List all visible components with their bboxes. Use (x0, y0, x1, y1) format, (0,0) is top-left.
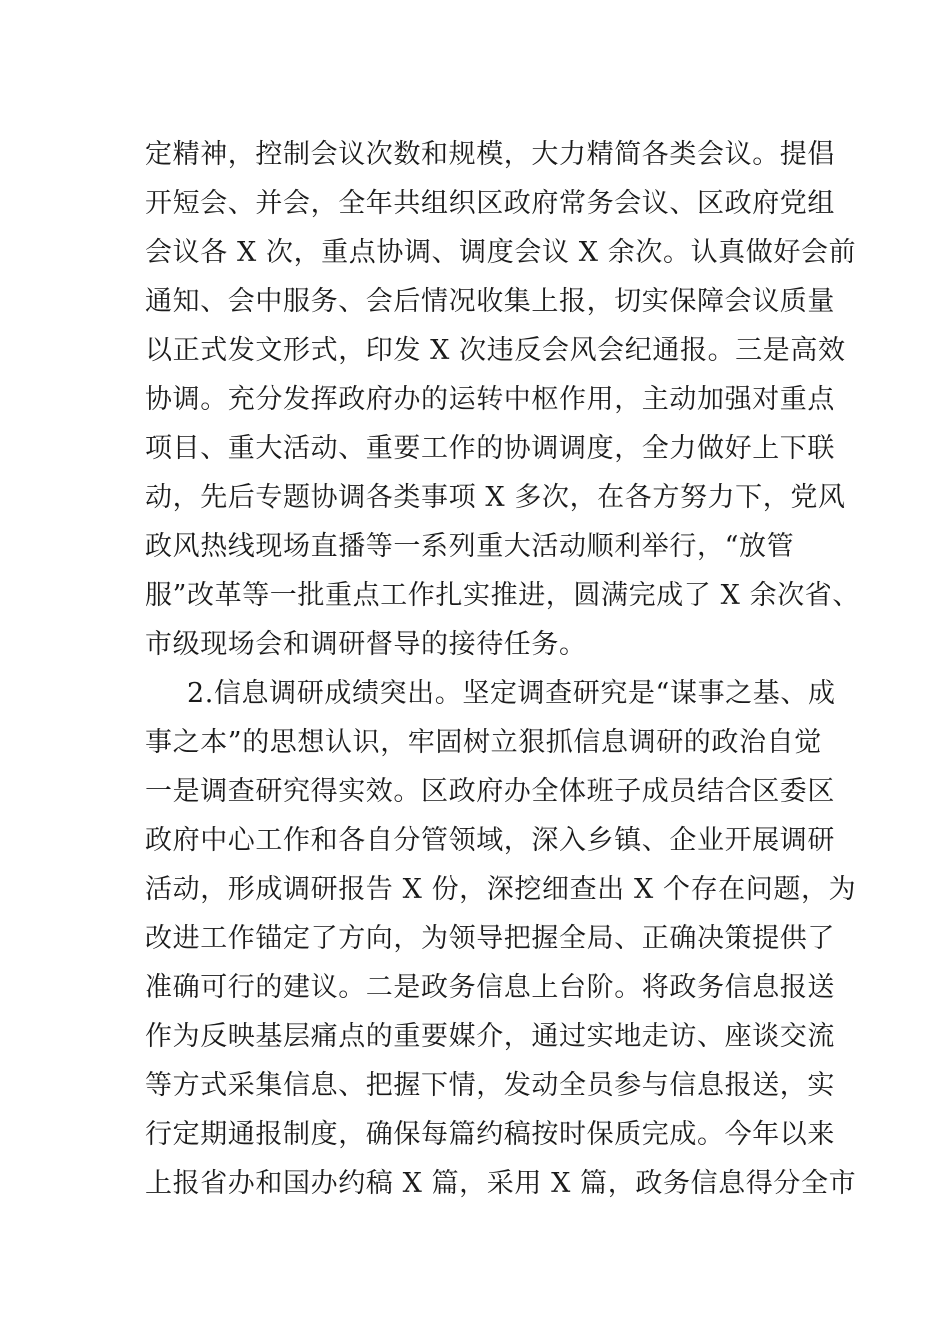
text-line: 会议各 X 次，重点协调、调度会议 X 余次。认真做好会前 (145, 237, 857, 268)
text-line: 政风热线现场直播等一系列重大活动顺利举行，“放管 (145, 531, 795, 562)
text-line: 上报省办和国办约稿 X 篇，采用 X 篇，政务信息得分全市 (145, 1168, 857, 1199)
paragraph-information-research (145, 669, 857, 1208)
text-line: 等方式采集信息、把握下情，发动全员参与信息报送，实 (145, 1070, 835, 1101)
text-line: 事之本”的思想认识，牢固树立狠抓信息调研的政治自觉 (145, 727, 822, 758)
text-line: 准确可行的建议。二是政务信息上台阶。将政务信息报送 (145, 972, 835, 1003)
text-line: 协调。充分发挥政府办的运转中枢作用，主动加强对重点 (145, 384, 835, 415)
text-line: 动，先后专题协调各类事项 X 多次，在各方努力下，党风 (145, 482, 846, 513)
document-body (145, 130, 860, 1208)
text-line: 2.信息调研成绩突出。坚定调查研究是“谋事之基、成 (187, 678, 836, 709)
text-line: 活动，形成调研报告 X 份，深挖细查出 X 个存在问题，为 (145, 874, 857, 905)
text-line: 市级现场会和调研督导的接待任务。 (145, 629, 587, 660)
text-line: 定精神，控制会议次数和规模，大力精简各类会议。提倡 (145, 139, 835, 170)
text-line: 作为反映基层痛点的重要媒介，通过实地走访、座谈交流 (145, 1021, 835, 1052)
text-line: 通知、会中服务、会后情况收集上报，切实保障会议质量 (145, 286, 835, 317)
text-line: 一是调查研究得实效。区政府办全体班子成员结合区委区 (145, 776, 835, 807)
text-line: 开短会、并会，全年共组织区政府常务会议、区政府党组 (145, 188, 835, 219)
text-line: 改进工作锚定了方向，为领导把握全局、正确决策提供了 (145, 923, 835, 954)
paragraph-meeting-coordination (145, 130, 860, 669)
text-line: 项目、重大活动、重要工作的协调调度，全力做好上下联 (145, 433, 835, 464)
text-line: 行定期通报制度，确保每篇约稿按时保质完成。今年以来 (145, 1119, 835, 1150)
text-line: 服”改革等一批重点工作扎实推进，圆满完成了 X 余次省、 (145, 580, 860, 611)
text-line: 政府中心工作和各自分管领域，深入乡镇、企业开展调研 (145, 825, 835, 856)
text-line: 以正式发文形式，印发 X 次违反会风会纪通报。三是高效 (145, 335, 846, 366)
